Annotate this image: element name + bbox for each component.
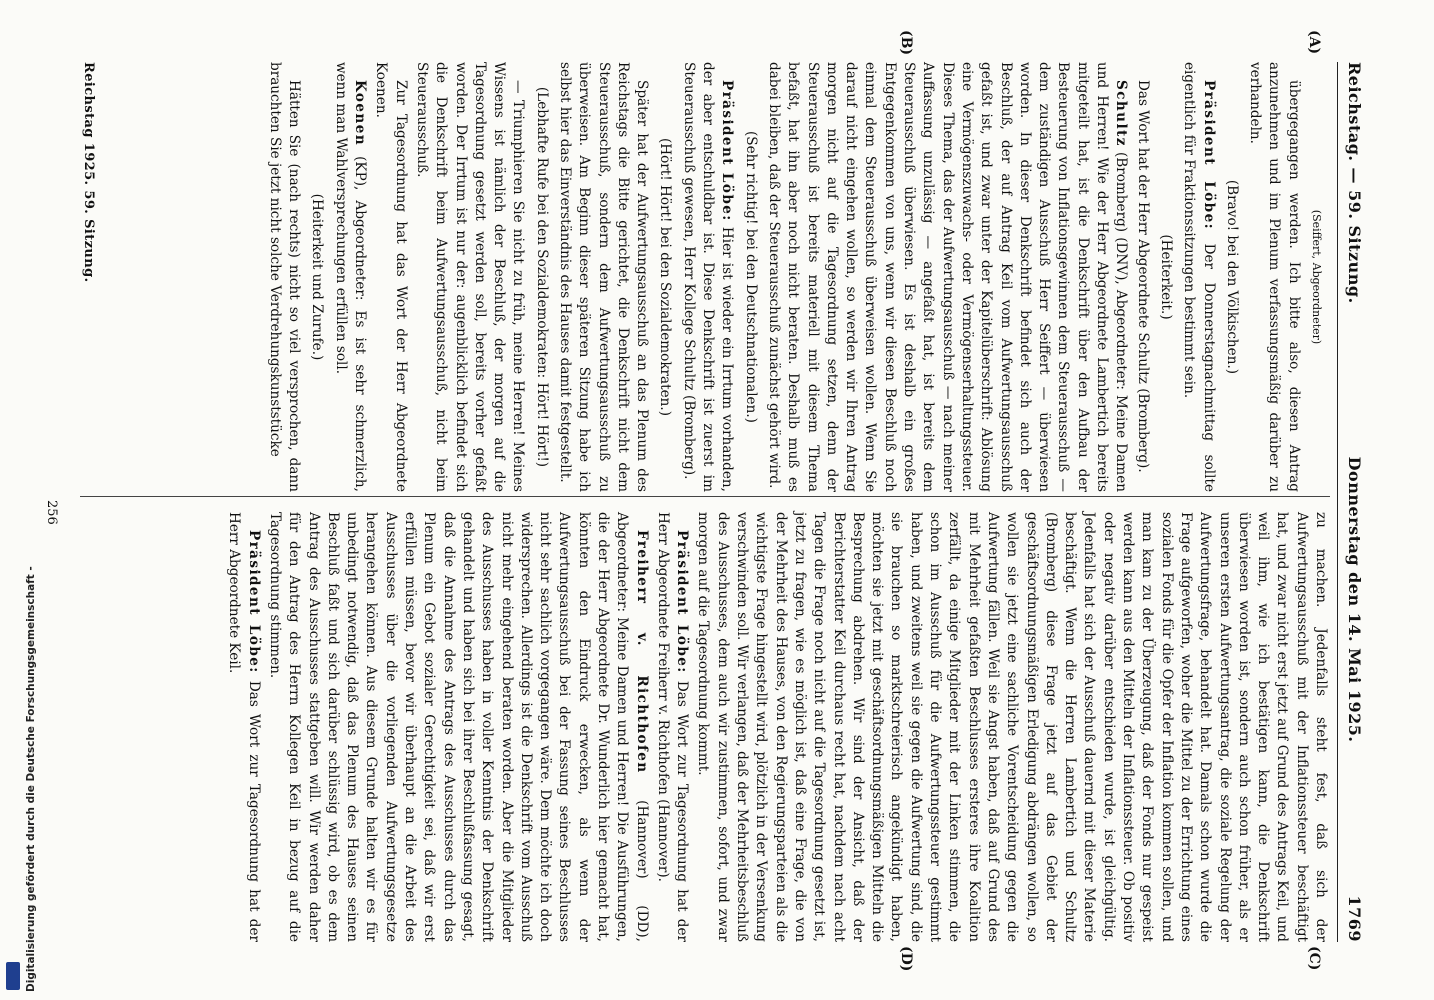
interjection: (Heiterkeit.): [1157, 234, 1174, 320]
speech-text: Der Donnerstagnachmittag sollte eigentlich für Fraktionssitzungen bestimmt sein.: [1181, 62, 1217, 492]
speech-text: Hier ist wieder ein Irrtum vorhanden, der aber entschuldbar ist. Diese Denkschrift ist zuerst im Steuerausschuß gewesen, Herr Kollege Schultz (Bromberg).: [680, 62, 736, 492]
speech-paragraph: [224, 512, 263, 942]
speaker-continuation: (Seiffert, Abgeordneter): [1310, 209, 1323, 345]
speech-paragraph: [764, 62, 1131, 492]
speech-paragraph: [1179, 62, 1218, 492]
interjection: (Lebhafte Rufe bei den Sozialdemokraten: Hört! Hört!): [533, 86, 550, 468]
speech-paragraph: [330, 62, 369, 492]
speech-text: Das Wort zur Tagesordnung hat der Herr Abgeordnete Freiherr v. Richthofen (Hannover).: [654, 512, 691, 942]
header-rule: [1337, 62, 1338, 942]
dfg-logo-icon: [6, 962, 20, 990]
speech-text: Das Wort zur Tagesordnung hat der Herr Abgeordnete Keil.: [226, 512, 262, 942]
digitization-credit: [8, 566, 37, 992]
paragraph: Das Wort hat der Herr Abgeordnete Schultz (Bromberg).: [1134, 80, 1151, 473]
speaker-name: Präsident Löbe:: [245, 530, 262, 674]
header-left: Reichstag. — 59. Sitzung.: [1345, 62, 1364, 304]
speech-paragraph: [265, 512, 651, 942]
paragraph: übergegangen werden. Ich bitte also, diesen Antrag anzunehmen und im Plenum verfassungsmäßig darüber zu verhandeln.: [1247, 62, 1302, 492]
margin-mark-a: (A): [1306, 30, 1322, 55]
speaker-name: Präsident Löbe:: [719, 80, 736, 222]
interjection: (Bravo! bei den Völkischen.): [1223, 179, 1240, 375]
interjection: (Hört! Hört! bei den Sozialdemokraten.): [657, 137, 674, 417]
paragraph: zu machen. Jedenfalls steht fest, daß sich der Aufwertungsausschuß mit der Inflationssteuer beschäftigt hat, und zwar nicht erst jetzt auf Grund des Antrags Keil, und weil ihm, wie ich bestätigen kann, die Denkschrift überwiesen worden ist, sondern auch schon früher, als er unseren ersten Aufwertungsantrag, die soziale Regelung der Aufwertungsfrage, behandelt hat. Damals schon wurde die Frage aufgeworfen, woher die Mittel zu der Errichtung eines sozialen Fonds für die Opfer der Inflation kommen sollen, und man kam zu der Überzeugung, daß der Fonds nur gespeist werden kann aus den Mitteln der Inflationssteuer. Ob positiv oder negativ darüber entschieden wurde, ist gleichgültig. Jedenfalls hat sich der Ausschuß dauernd mit dieser Materie beschäftigt. Wenn die Herren Lambertich und Schultz (Bromberg) diese Frage jetzt auf das Gebiet der geschäftsordnungsmäßigen Erledigung abdrängen wollen, so wollen sie jetzt eine sachliche Vorentscheidung gegen die Aufwertung fällen. Weil sie Angst haben, daß auf Grund des mit Mehrheit gefaßten Beschlusses ersteres ihre Koalition zerfällt, da einige Mitglieder mit der Linken stimmen, die schon im Ausschuß für die Aufwertungssteuer gestimmt haben, und zweitens weil sie gegen die Aufwertung sind, die sie brauchen so marktschreierisch angekündigt haben, möchten sie jetzt mit geschäftsordnungsmäßigen Mitteln die Besprechung abdrehen. Wir sind der Ansicht, daß der Berichterstatter Keil durchaus recht hat, nachdem nach acht Tagen die Frage noch nicht auf die Tagesordnung gesetzt ist, jetzt zu fragen, wie es möglich ist, daß eine Frage, die von der Mehrheit des Hauses, von den Regierungsparteien als die wichtigste Frage hingestellt wird, plötzlich in der Versenkung verschwinden soll. Wir verlangen, daß der Mehrheitsbeschluß des Ausschusses, dem auch wir zustimmen, sofort, und zwar morgen auf die Tagesordnung kommt.: [695, 512, 1329, 942]
right-column: [222, 512, 1330, 942]
margin-mark-b: (B): [898, 30, 914, 56]
speaker-name: Freiherr v. Richthofen: [633, 530, 650, 774]
speaker-name: Präsident Löbe:: [1200, 80, 1217, 231]
paragraph: Zur Tagesordnung hat das Wort der Herr Abgeordnete Koenen.: [373, 62, 409, 492]
margin-mark-c: (C): [1306, 946, 1322, 971]
speaker-name: Präsident Löbe:: [674, 530, 691, 674]
paragraph: Später hat der Aufwertungsausschuß an das Plenum des Reichstags die Bitte gerichtet, die Denkschrift nicht dem Steuerausschuß, sondern dem Aufwertungsausschuß zu überweisen. Am Beginn dieser späteren Sitzung habe ich selbst hier das Einverständnis des Hauses damit festgestellt.: [557, 62, 651, 492]
margin-mark-d: (D): [898, 946, 914, 972]
paragraph: Hätten Sie (nach rechts) nicht so viel versprochen, dann brauchten Sie jetzt nicht solche Verdrehungskunststücke: [266, 62, 303, 492]
header-right: 1769: [1345, 895, 1364, 942]
speech-text: (KP), Abgeordneter: Es ist sehr schmerzlich, wenn man Wahlversprechungen erfüllen soll.: [332, 62, 369, 492]
page-number: 256: [44, 500, 59, 525]
credit-text: Digitalisierung gefördert durch die Deutsche Forschungsgemeinschaft -: [25, 566, 37, 992]
paragraph: — Triumphieren Sie nicht zu früh, meine Herren! Meines Wissens ist nämlich der Beschluß, der morgen auf die Tagesordnung gesetzt werden soll, bereits vorher gefaßt worden. Der Irrtum ist nur der: augenblicklich befindet sich die Denkschrift beim Aufwertungsausschuß, nicht beim Steuerausschuß.: [413, 62, 527, 492]
header-center: Donnerstag den 14. Mai 1925.: [1345, 456, 1364, 743]
left-column: [263, 62, 1330, 492]
page-footer: Reichstag 1925. 59. Sitzung.: [81, 62, 96, 283]
speech-text: (Bromberg) (DNV), Abgeordneter: Meine Damen und Herren! Wie der Herr Abgeordnete Lambertich bereits mitgeteilt hat, ist die Denkschrift über den Aufbau der Besteuerung von Inflationsgewinnen dem Steuerausschuß — dem zuständigen Ausschuß Herr Seiffert — überwiesen worden. In dieser Denkschrift befindet sich auch der Beschluß, der auf Antrag Keil vom Aufwertungsausschuß gefaßt ist, und zwar unter der Kapitelüberschrift: Ablösung eine Vermögenszuwachs- oder Vermögenserhaltungssteuer. Dieses Thema, das der Aufwertungsausschuß — nach meiner Auffassung unzulässig — angefaßt hat, ist bereits dem Steuerausschuß überwiesen. Es ist deshalb ein großes Entgegenkommen von uns, wenn wir diesen Beschluß noch einmal dem Steuerausschuß überweisen wollen. Wenn Sie darauf nicht eingehen wollen, so werden wir Ihren Antrag morgen nicht auf die Tagesordnung setzen, denn der Steuerausschuß ist bereits materiell mit diesem Thema befaßt, hat ihn aber noch nicht beraten. Deshalb muß es dabei bleiben, daß der Steuerausschuß zunächst gehört wird.: [765, 62, 1130, 492]
speaker-name: Schultz: [1113, 80, 1130, 147]
speaker-name: Koenen: [352, 80, 369, 147]
speech-paragraph: [653, 512, 692, 942]
interjection: (Sehr richtig! bei den Deutschnationalen.): [742, 131, 759, 423]
speech-text: (Hannover) (DD), Abgeordneter: Meine Damen und Herren! Die Ausführungen, die der Herr Abgeordnete Dr. Wunderlich hier gemacht hat, könnten den Eindruck erwecken, als wenn der Aufwertungsausschuß bei der Fassung seines Beschlusses nicht sehr sachlich vorgegangen wäre. Dem möchte ich doch widersprechen. Allerdings ist die Denkschrift vom Ausschuß nicht mehr eingehend beraten worden. Aber die Mitglieder des Ausschusses haben in voller Kenntnis der Denkschrift gehandelt und haben sich bei ihrer Beschlußfassung gesagt, daß die Annahme des Antrags des Ausschusses durch das Plenum ein Gebot sozialer Gerechtigkeit sei, daß wir erst erfüllen müssen, bevor wir überhaupt an die Arbeit des Ausschusses über die vorliegenden Aufwertungsgesetze herangehen können. Aus diesem Grunde halten wir es für unbedingt notwendig, daß das Plenum des Hauses seinen Beschluß faßt und sich darüber schlüssig wird, ob es dem Antrag des Ausschusses stattgeben will. Wir werden daher für den Antrag des Herrn Kollegen Keil in bezug auf die Tagesordnung stimmen.: [266, 512, 650, 942]
speech-paragraph: [679, 62, 737, 492]
interjection: (Heiterkeit und Zurufe.): [309, 193, 326, 361]
column-separator: [80, 496, 1330, 497]
page-header: [1345, 62, 1364, 942]
